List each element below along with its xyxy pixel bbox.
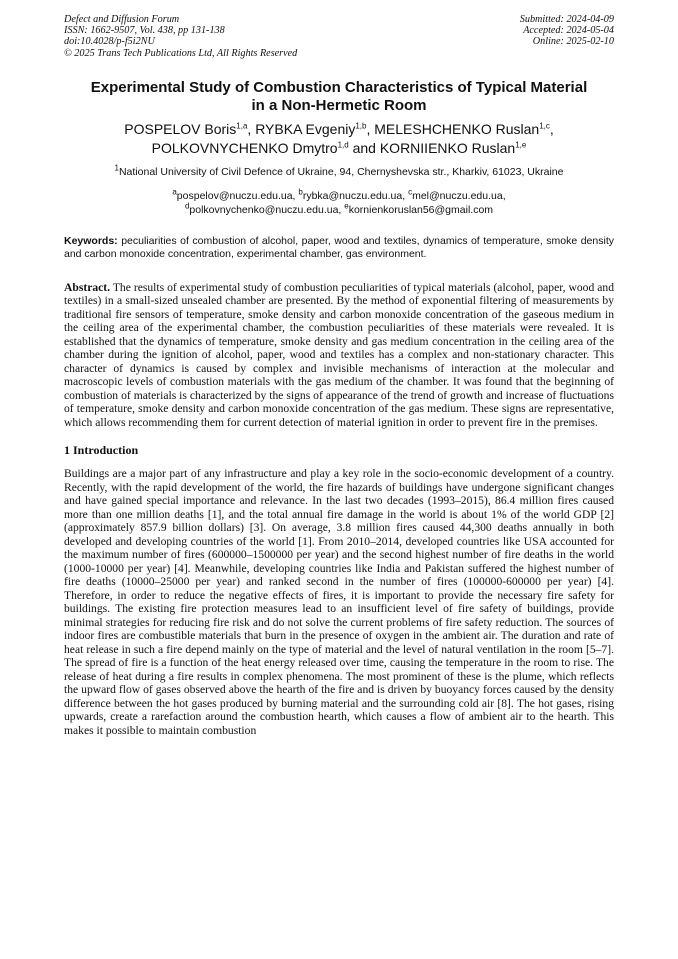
journal-name: Defect and Diffusion Forum [64, 14, 180, 25]
affiliation [64, 163, 614, 179]
email-link[interactable]: polkovnychenko@nuczu.edu.ua [189, 203, 339, 216]
author-name: MELESHCHENKO Ruslan [374, 120, 540, 137]
email-sup: c [408, 187, 413, 197]
email-separator: , [338, 203, 345, 216]
author-3 [374, 121, 554, 137]
email-link[interactable]: kornienkoruslan56@gmail.com [348, 203, 494, 216]
keywords-label: Keywords: [64, 234, 118, 247]
affiliation-sup: 1 [114, 163, 119, 173]
abstract-text: The results of experimental study of combustion peculiarities of typical materials (alcohol, paper, wood and textiles) in a small-sized unsealed chamber are presented. By the method of exponential filtering of measurements by traditional fire sensors of temperature, smoke density and carbon monoxide concentration of the gaseous medium in the ceiling area of the experimental chamber, the combustion peculiarities of these materials were revealed. It is established that the dynamics of temperature, smoke density and gas medium concentration in the ceiling area of the chamber during the ignition of alcohol, paper, wood and textiles has a complex and non-stationary character. This character of dynamics is caused by complex and invisible mechanisms of interaction at the molecular and macroscopic levels of combustion materials with the gas medium of the chamber. It was found that the beginning of combustion of materials is characterized by the signs of appearance of the trend of growth and increase of fluctuations of temperature, smoke density and carbon monoxide concentration of the gas medium. These signs are representative, which allows recommending them for current detection of material ignition in order to prevent fire in the premises. [64, 280, 614, 429]
author-sup: 1,c [539, 121, 550, 131]
author-name: KORNIIENKO Ruslan [379, 139, 516, 156]
author-separator: , [549, 120, 554, 137]
author-sup: 1,d [337, 140, 349, 150]
introduction-paragraph: Buildings are a major part of any infrastructure and play a key role in the socio-economic development of a country. Recently, with the rapid development of the world, the fire hazards of buildings have undergone significant changes and have gained special importance and relevance. In the last two decades (1993–2015), 86.4 million fires caused more than one million deaths [1], and the total annual fire damage in the world is about 1% of the world GDP [2] (approximately 857.9 billion dollars) [3]. On average, 3.8 million fires caused 44,300 deaths annually in both developed and developing countries of the world [1]. From 2010–2014, developed countries like USA accounted for the maximum number of fires (600000–1500000 per year) and the second highest number of fire deaths in the world (1000-10000 per year) [4]. Meanwhile, developing countries like India and Pakistan suffered the highest number of fire deaths (10000–25000 per year) and ranked second in the number of fires (100000-600000 per year) [4]. Therefore, in order to reduce the negative effects of fires, it is important to provide the necessary fire safety for buildings. The existing fire protection measures lead to an insufficient level of fire safety of buildings, provide minimal strategies for reducing fire risk and do not solve the current problems of fire safety reduction. The sources of indoor fires are combustible materials that burn in the presence of oxygen in the ambient air. The duration and rate of heat release in such a fire depend mainly on the type of material and the level of natural ventilation in the room [5–7]. The spread of fire is a function of the heat energy released over time, causing the temperature in the room to rise. The release of heat during a fire results in complex phenomena. The most prominent of these is the plume, which reflects the upward flow of gases observed above the hearth of the fire and is driven by buoyancy forces caused by the density difference between the hot gases produced by burning material and the surrounding cold air [8]. The hot gases, rising upwards, create a rarefaction around the combustion hearth, which causes a flow of ambient air to the hearth. This makes it possible to maintain combustion [64, 467, 614, 737]
author-separator: and [348, 139, 380, 156]
copyright-line: © 2025 Trans Tech Publications Ltd, All Rights Reserved [64, 47, 298, 59]
email-sup: d [184, 201, 190, 211]
email-line-1 [64, 189, 614, 203]
author-sup: 1,b [355, 121, 367, 131]
author-emails [64, 189, 614, 217]
submitted-date: Submitted: 2024-04-09 [519, 14, 614, 25]
page-header [64, 14, 614, 59]
abstract [64, 281, 614, 430]
online-date: Online: 2025-02-10 [532, 36, 614, 48]
author-4 [152, 140, 380, 156]
email-sup: e [344, 201, 349, 211]
author-5 [380, 140, 527, 156]
header-right [520, 14, 614, 59]
doi-link[interactable]: doi:10.4028/p-f5i2NU [64, 36, 155, 48]
email-separator: , [402, 189, 409, 202]
keywords-text: peculiarities of combustion of alcohol, paper, wood and textiles, dynamics of temperature, smoke density and carbon monoxide concentration, experimental chamber, gas environment. [64, 234, 614, 260]
email-line-2 [64, 203, 614, 217]
abstract-label: Abstract. [64, 280, 111, 294]
paper-title: Experimental Study of Combustion Characteristics of Typical Material in a Non-Hermetic Room [90, 78, 588, 114]
author-sup: 1,e [515, 140, 527, 150]
affiliation-text: National University of Civil Defence of Ukraine, 94, Chernyshevska str., Kharkiv, 61023, Ukraine [118, 165, 564, 178]
author-name: POSPELOV Boris [124, 120, 237, 137]
author-name: POLKOVNYCHENKO Dmytro [151, 139, 338, 156]
header-left [64, 14, 297, 59]
email-separator: , [502, 189, 506, 202]
keywords [64, 235, 614, 261]
author-separator: , [247, 120, 256, 137]
accepted-date: Accepted: 2024-05-04 [523, 25, 614, 37]
email-link[interactable]: rybka@nuczu.edu.ua [302, 189, 403, 202]
issn-line: ISSN: 1662-9507, Vol. 438, pp 131-138 [64, 25, 225, 37]
author-2 [255, 121, 374, 137]
author-sup: 1,a [236, 121, 248, 131]
section-heading-introduction: 1 Introduction [64, 443, 139, 458]
author-list [64, 120, 614, 158]
author-1 [124, 121, 255, 137]
email-link[interactable]: pospelov@nuczu.edu.ua [176, 189, 293, 202]
email-sup: a [172, 187, 177, 197]
email-sup: b [298, 187, 303, 197]
email-separator: , [292, 189, 299, 202]
author-separator: , [366, 120, 375, 137]
author-name: RYBKA Evgeniy [255, 120, 356, 137]
email-link[interactable]: mel@nuczu.edu.ua [412, 189, 503, 202]
